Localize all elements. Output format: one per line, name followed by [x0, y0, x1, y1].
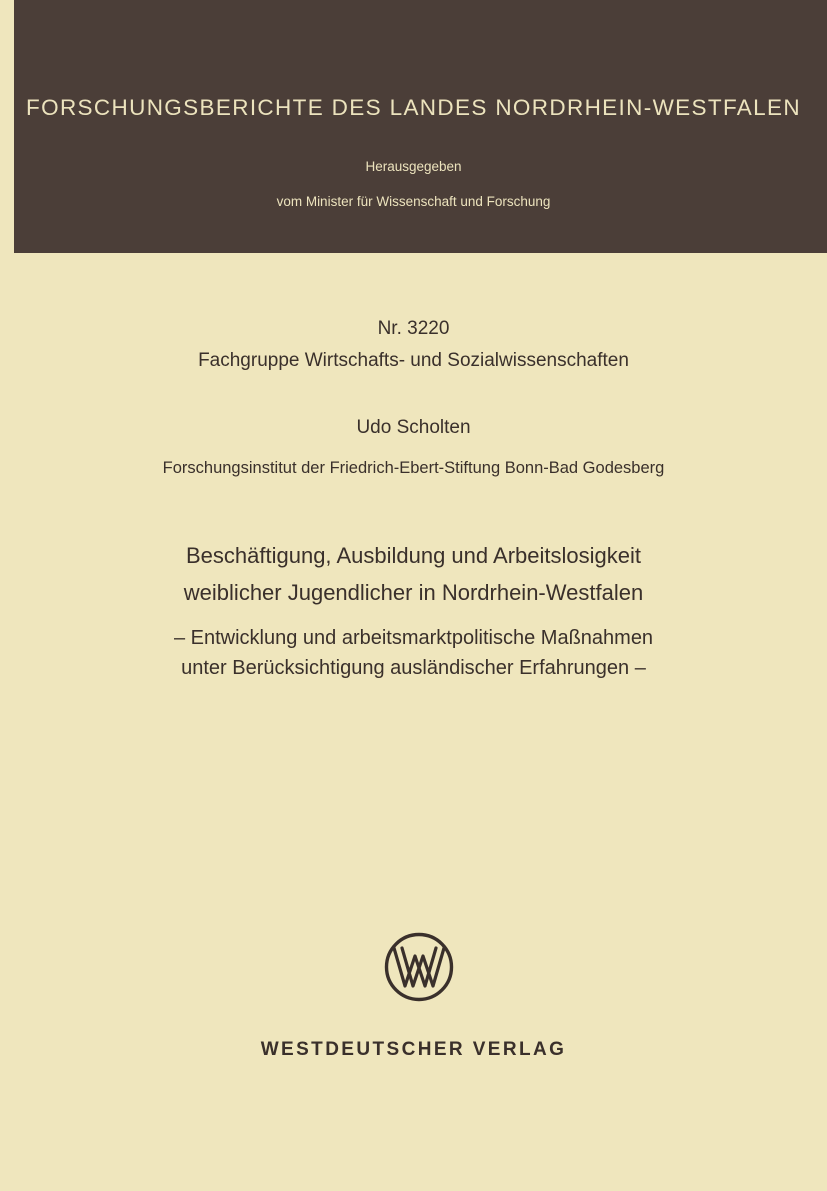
book-subtitle-line-1: – Entwicklung und arbeitsmarktpolitische Maßnahmen [173, 627, 654, 649]
editor-line-2: vom Minister für Wissenschaft und Forschung [276, 194, 551, 209]
series-number: Nr. 3220 [377, 318, 450, 339]
header-band [14, 0, 827, 253]
series-title: FORSCHUNGSBERICHTE DES LANDES NORDRHEIN-WESTFALEN [26, 95, 801, 120]
subject-group: Fachgruppe Wirtschafts- und Sozialwissenschaften [198, 350, 629, 371]
author-institute: Forschungsinstitut der Friedrich-Ebert-Stiftung Bonn-Bad Godesberg [162, 459, 665, 477]
book-title-line-1: Beschäftigung, Ausbildung und Arbeitslosigkeit [186, 543, 641, 568]
editor-line-1: Herausgegeben [365, 159, 462, 174]
book-title-line-2: weiblicher Jugendlicher in Nordrhein-Westfalen [183, 580, 644, 605]
author-name: Udo Scholten [356, 417, 471, 438]
publisher-name: WESTDEUTSCHER VERLAG [260, 1039, 567, 1060]
westdeutscher-verlag-logo-icon [382, 932, 456, 1002]
book-subtitle-line-2: unter Berücksichtigung ausländischer Erfahrungen – [181, 657, 646, 679]
